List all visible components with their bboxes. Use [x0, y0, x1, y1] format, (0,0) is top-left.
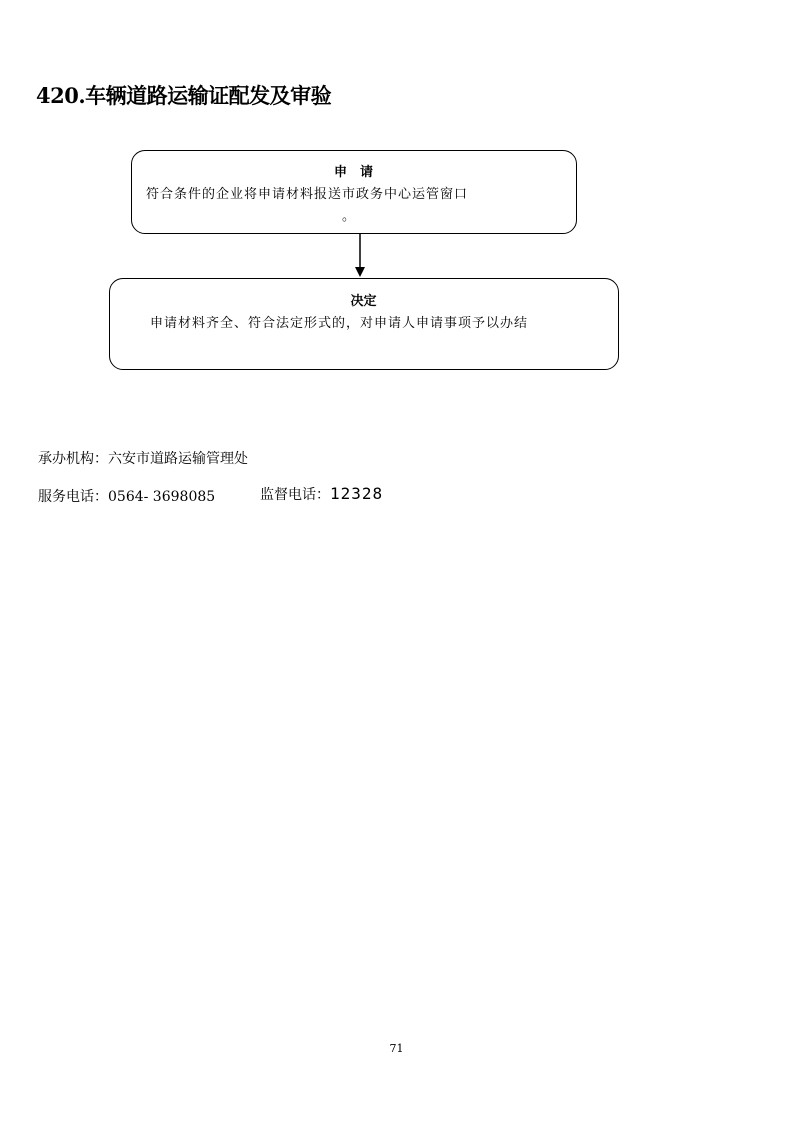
flow-step-apply	[131, 150, 577, 234]
flow-step-decision-heading: 决定	[350, 294, 377, 309]
flow-step-apply-body-end: 。	[342, 209, 357, 224]
flow-step-decision-body: 申请材料齐全、符合法定形式的，对申请人申请事项予以办结	[150, 316, 529, 331]
supervise-phone-label: 监督电话：	[260, 487, 330, 503]
flow-step-decision	[109, 278, 619, 370]
flow-step-apply-body: 符合条件的企业将申请材料报送市政务中心运管窗口	[146, 187, 469, 202]
service-phone-label: 服务电话：	[38, 489, 108, 505]
supervise-phone-line	[260, 484, 383, 504]
service-phone-line	[38, 486, 215, 506]
agency-label: 承办机构：	[38, 451, 108, 467]
page-title: 420.车辆道路运输证配发及审验	[36, 83, 332, 108]
service-phone-value: 0564- 3698085	[108, 489, 216, 505]
flow-step-apply-heading: 申 请	[333, 165, 373, 180]
agency-value: 六安市道路运输管理处	[108, 451, 248, 467]
agency-line	[38, 448, 248, 468]
flow-arrow-down-icon	[353, 234, 367, 278]
page-number: 71	[389, 1042, 404, 1055]
supervise-phone-value: 12328	[330, 484, 384, 503]
